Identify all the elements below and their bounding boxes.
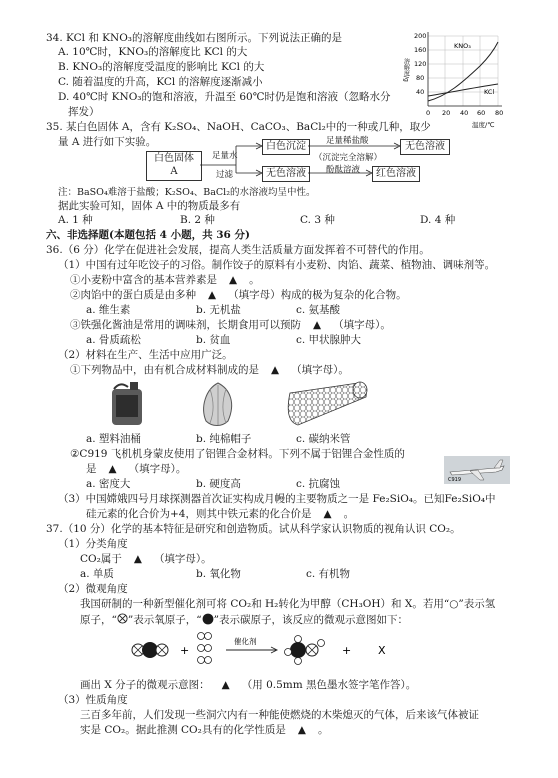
chart-ytick-40: 40 <box>416 88 425 96</box>
c919-label: C919 <box>448 477 462 483</box>
q37-part1-line <box>80 553 212 566</box>
q36-2-2-opt-b: b. 硬度高 <box>196 478 241 490</box>
q36-2-1-text: ①下列物品中，由有机合成材料制成的是 <box>70 364 259 376</box>
chart-ytick-80: 80 <box>416 74 425 82</box>
q36-1-2-opt-a: a. 维生素 <box>86 304 131 316</box>
q35-note: 注：BaSO₄难溶于盐酸；K₂SO₄、BaCl₂的水溶液均呈中性。 <box>58 187 316 198</box>
q37-part1: （1）分类角度 <box>58 538 128 550</box>
q36-1-2-opt-b: b. 无机盐 <box>196 304 241 316</box>
q36-1-3-opt-a: a. 骨质疏松 <box>86 334 141 346</box>
catalyst-label: 催化剂 <box>234 637 257 646</box>
q37-1-opt-a: a. 单质 <box>80 568 114 580</box>
answer-blank: ▲ <box>229 274 238 286</box>
answer-blank: ▲ <box>271 364 280 376</box>
chart-ytick-160: 160 <box>414 46 427 54</box>
q37-3-end: 。 <box>317 724 329 736</box>
q36-1-1-text: ①小麦粉中富含的基本营养素是 <box>70 274 217 286</box>
arrow1-bottom-label: 过滤 <box>216 170 234 180</box>
chart-xlabel: 温度/℃ <box>472 121 495 129</box>
q36-2-1-opt-b: b. 纯棉帽子 <box>196 433 252 445</box>
box-red-solution: 红色溶液 <box>372 166 420 182</box>
answer-blank: ▲ <box>297 724 306 736</box>
chart-xtick-0: 0 <box>426 109 431 117</box>
cotton-hat-image <box>196 381 240 429</box>
q36-part3: （3）中国嫦娥四号月球探测器首次证实构成月幔的主要物质之一是 Fe₂SiO₄。已知Fe₂SiO₄中 <box>58 493 496 505</box>
plus-sign-2: + <box>342 644 352 657</box>
q35-stem: 35. 某白色固体 A，含有 K₂SO₄、NaOH、CaCO₃、BaCl₂中的一种或几种，取少 <box>46 121 431 133</box>
answer-blank: ▲ <box>133 553 142 565</box>
q36-2-2-end: （填字母）。 <box>128 463 187 475</box>
box-white-solid-label: 白色固体 <box>154 153 194 164</box>
q37-part2: （2）微观角度 <box>58 583 128 595</box>
q37-1-end: （填字母）。 <box>153 553 212 565</box>
q36-3-text: 硅元素的化合价为+4，则其中铁元素的化合价是 <box>86 508 312 520</box>
q37-2-draw-text: 画出 X 分子的微观示意图： <box>80 679 210 691</box>
arrow1-top-label: 足量水 <box>212 151 238 161</box>
chart-xtick-60: 60 <box>477 109 486 117</box>
product-x: X <box>378 644 386 657</box>
q36-1-2-text: ②肉馅中的蛋白质是由多种 <box>70 289 196 301</box>
q36-1-1-end: 。 <box>249 274 260 286</box>
plastic-oil-barrel-image <box>104 379 150 429</box>
q37-1-text: CO₂属于 <box>80 553 122 565</box>
q36-1-2-end: （填字母）构成的极为复杂的化合物。 <box>228 289 407 301</box>
q37-part2-draw <box>80 679 416 692</box>
q36-part2: （2）材料在生产、生活中应用广泛。 <box>58 349 233 361</box>
chart-ytick-200: 200 <box>414 32 427 40</box>
answer-blank: ▲ <box>108 463 117 475</box>
q35-option-a: A. 1 种 <box>58 214 93 226</box>
q36-2-2-is: 是 <box>86 463 97 475</box>
box-colorless-solution-2: 无色溶液 <box>400 139 450 155</box>
q34-option-d: D. 40℃时 KNO₃的饱和溶液，升温至 60℃时仍是饱和溶液（忽略水分 <box>58 91 391 103</box>
chart-label-kcl: KCl <box>484 88 495 96</box>
carbon-atom-icon <box>202 613 214 625</box>
chart-ylabel: 溶解度/g <box>402 58 410 82</box>
q36-2-1-opt-a: a. 塑料油桶 <box>86 433 141 445</box>
box-white-solid-letter: A <box>170 166 178 177</box>
answer-blank: ▲ <box>221 679 230 691</box>
q37-part2-text1: 我国研制的一种新型催化剂可将 CO₂和 H₂转化为甲醇（CH₃OH）和 X。若用“○”表示氢 <box>80 598 496 610</box>
q36-part2-2: ②C919 飞机机身蒙皮使用了铝锂合金材料。下列不属于铝锂合金性质的 <box>70 448 405 460</box>
q35-option-b: B. 2 种 <box>180 214 215 226</box>
q36-1-3-opt-b: b. 贫血 <box>196 334 231 346</box>
q34-option-a: A. 10℃时，KNO₃的溶解度比 KCl 的大 <box>58 46 248 58</box>
chart-xtick-40: 40 <box>460 109 469 117</box>
q36-part1-2 <box>70 289 407 302</box>
q37-2-oxygen: ”表示氧原子，“ <box>127 614 202 626</box>
q37-part2-text2 <box>80 613 408 627</box>
q36-stem: 36.（6 分）化学在促进社会发展，提高人类生活质量方面发挥着不可替代的作用。 <box>46 244 430 256</box>
q34-stem: 34. KCl 和 KNO₃的溶解度曲线如右图所示。下列说法正确的是 <box>46 32 343 44</box>
chart-label-kno3: KNO₃ <box>454 42 471 50</box>
q36-2-2-opt-a: a. 密度大 <box>86 478 131 490</box>
flow-arrows <box>0 0 558 200</box>
q36-part2-2-cont <box>86 463 186 476</box>
q35-option-c: C. 3 种 <box>300 214 335 226</box>
q37-2-carbon: ”表示碳原子，该反应的微观示意图如下： <box>213 614 408 626</box>
q36-1-3-end: （填字母）。 <box>333 319 391 331</box>
q34-option-d-cont: 挥发） <box>68 106 100 118</box>
q36-part1-1 <box>70 274 260 287</box>
q34-option-c: C. 随着温度的升高，KCl 的溶解度逐渐减小 <box>58 76 263 88</box>
q36-1-3-opt-c: c. 甲状腺肿大 <box>296 334 362 346</box>
q37-3-text: 实是 CO₂。据此推测 CO₂具有的化学性质是 <box>80 724 286 736</box>
q36-1-2-opt-c: c. 氨基酸 <box>296 304 341 316</box>
c919-plane-image <box>444 456 510 484</box>
q37-1-opt-b: b. 氧化物 <box>196 568 241 580</box>
q35-option-d: D. 4 种 <box>420 214 456 226</box>
q35-stem-cont: 量 A 进行如下实验。 <box>58 136 157 148</box>
answer-blank: ▲ <box>323 508 332 520</box>
box-white-precipitate: 白色沉淀 <box>262 139 310 155</box>
q34-option-b: B. KNO₃的溶解度受温度的影响比 KCl 的大 <box>58 61 265 73</box>
box-colorless-solution: 无色溶液 <box>262 166 310 182</box>
q36-3-end: 。 <box>343 508 355 520</box>
q36-part1-3 <box>70 319 391 332</box>
q36-part3-cont <box>86 508 354 521</box>
q36-2-1-opt-c: c. 碳纳米管 <box>296 433 351 445</box>
q36-1-3-text: ③铁强化酱油是常用的调味剂，长期食用可以预防 <box>70 319 301 331</box>
q37-stem: 37.（10 分）化学的基本特征是研究和创造物质。试从科学家认识物质的视角认识 CO₂。 <box>46 523 461 535</box>
plus-sign: + <box>180 644 190 657</box>
q36-part2-1 <box>70 364 349 377</box>
q36-2-2-opt-c: c. 抗腐蚀 <box>296 478 341 490</box>
q37-2-hydrogen: 原子，“ <box>80 614 117 626</box>
chart-ytick-120: 120 <box>414 60 427 68</box>
section-6-heading: 六、非选择题(本题包括 4 小题，共 36 分) <box>46 229 250 241</box>
arrow2-top-label: 足量稀盐酸 <box>326 136 369 146</box>
oxygen-atom-icon <box>117 613 128 624</box>
q37-part3: （3）性质角度 <box>58 694 128 706</box>
answer-blank: ▲ <box>313 319 322 331</box>
q37-part3-text2 <box>80 724 328 737</box>
q36-part1: （1）中国有过年吃饺子的习俗。制作饺子的原料有小麦粉、肉馅、蔬菜、植物油、调味剂等。 <box>58 259 496 271</box>
q37-1-opt-c: c. 有机物 <box>306 568 351 580</box>
reaction-micro-diagram <box>126 628 426 672</box>
arrow3-top-label: 酚酞溶液 <box>326 165 361 175</box>
chart-xtick-80: 80 <box>495 109 504 117</box>
carbon-nanotube-image <box>282 381 370 427</box>
chart-xtick-20: 20 <box>442 109 451 117</box>
q36-2-1-end: （填字母）。 <box>291 364 349 376</box>
answer-blank: ▲ <box>208 289 217 301</box>
q37-part3-text1: 三百多年前，人们发现一些洞穴内有一种能使燃烧的木柴熄灭的气体，后来该气体被证 <box>80 709 479 721</box>
q35-ask: 据此实验可知，固体 A 中的物质最多有 <box>58 200 241 212</box>
arrow2-bottom-label: （沉淀完全溶解） <box>314 153 383 163</box>
q37-2-draw-end: （用 0.5mm 黑色墨水签字笔作答）。 <box>241 679 417 691</box>
